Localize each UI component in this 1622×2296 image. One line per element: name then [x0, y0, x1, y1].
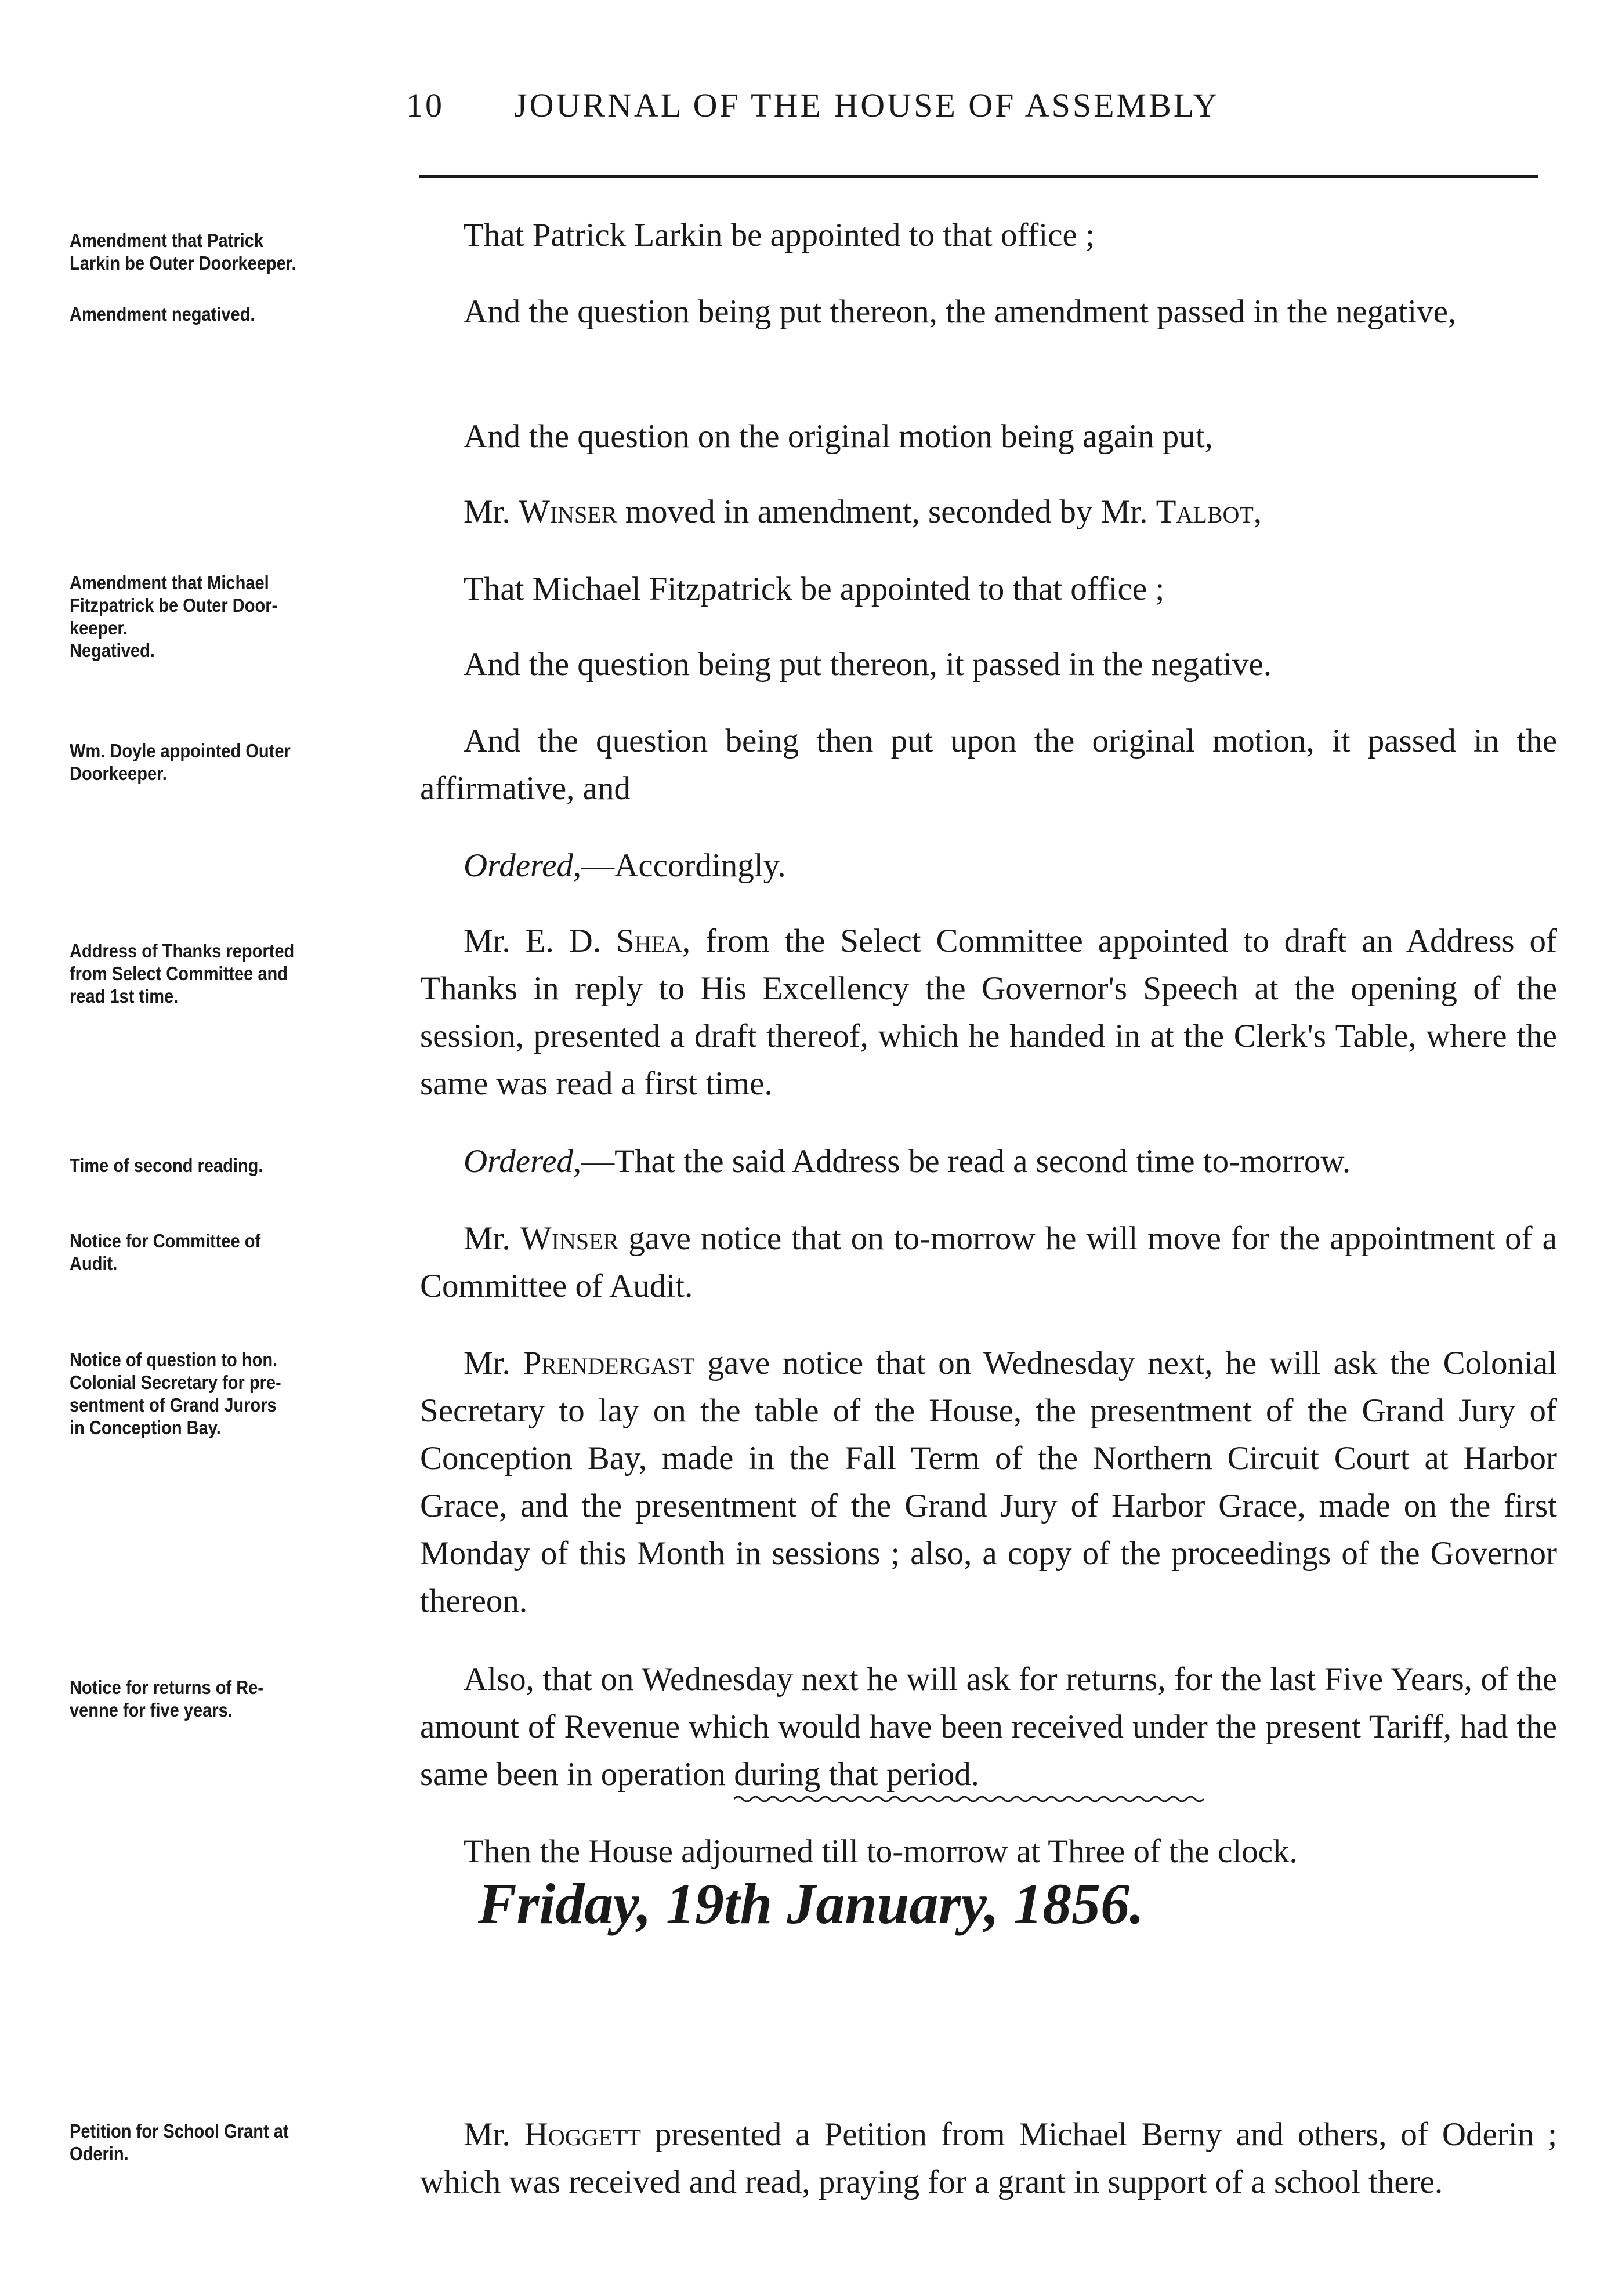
paragraph: Mr. Hoggett presented a Petition from Michael Berny and others, of Oderin ; which was received and read, praying for a grant in support of a school there. — [420, 2116, 1557, 2200]
paragraph: Ordered,—Accordingly. — [464, 847, 786, 884]
paragraph: Ordered,—That the said Address be read a second time to-morrow. — [464, 1143, 1351, 1180]
margin-note: Address of Thanks reported from Select Committee and read 1st time. — [70, 940, 295, 1007]
paragraph: Mr. Winser moved in amendment, seconded by Mr. Talbot, — [464, 494, 1262, 530]
paragraph: Mr. Prendergast gave notice that on Wednesday next, he will ask the Colonial Secretary to lay on the table of the House, the presentment of the Grand Jury of Conception Bay, made in the Fall Term of the Northern Circuit Court at Harbor Grace, and the presentment of the Grand Jury of Harbor Grace, made on the first Monday of this Month in sessions ; also, a copy of the proceedings of the Governor thereon. — [420, 1345, 1557, 1619]
margin-note: Notice for Committee of Audit. — [70, 1230, 261, 1274]
ordered-label: Ordered, — [464, 1143, 582, 1180]
header-rule — [419, 175, 1538, 178]
margin-note: Time of second reading. — [70, 1155, 263, 1176]
paragraph: And the question on the original motion being again put, — [464, 418, 1213, 455]
member-name: Hoggett — [524, 2116, 641, 2153]
wavy-separator — [734, 1792, 1204, 1806]
paragraph: Then the House adjourned till to-morrow at Three of the clock. — [464, 1833, 1298, 1870]
member-name: Winser — [519, 494, 617, 530]
page-number: 10 — [406, 86, 444, 124]
margin-note: Wm. Doyle appointed Outer Doorkeeper. — [70, 740, 291, 784]
paragraph: Also, that on Wednesday next he will ask for returns, for the last Five Years, of the amount of Revenue which would have been received under the present Tariff, had the same been in operation during that period. — [420, 1661, 1557, 1793]
paragraph: Mr. E. D. Shea, from the Select Committee appointed to draft an Address of Thanks in reply to His Excellency the Governor's Speech at the opening of the session, presented a draft thereof, which he handed in at the Clerk's Table, where the same was read a first time. — [420, 923, 1557, 1102]
date-heading: Friday, 19th January, 1856. — [477, 1871, 1145, 1936]
member-name: Shea — [616, 923, 682, 959]
member-name: Winser — [520, 1220, 619, 1257]
ordered-label: Ordered, — [464, 847, 582, 884]
running-header — [406, 86, 1219, 125]
journal-title: JOURNAL OF THE HOUSE OF ASSEMBLY — [514, 86, 1220, 124]
paragraph: And the question being put thereon, it passed in the negative. — [464, 646, 1272, 683]
paragraph: Mr. Winser gave notice that on to-morrow he will move for the appointment of a Committee of Audit. — [420, 1220, 1557, 1304]
margin-note: Notice for returns of Re- venne for five years. — [70, 1677, 264, 1721]
margin-note: Amendment negatived. — [70, 303, 255, 325]
margin-note: Amendment that Michael Fitzpatrick be Outer Door- keeper. Negatived. — [70, 572, 278, 661]
member-name: Talbot — [1156, 494, 1254, 530]
margin-note: Notice of question to hon. Colonial Secretary for pre- sentment of Grand Jurors in Conception Bay. — [70, 1349, 281, 1438]
margin-note: Petition for School Grant at Oderin. — [70, 2120, 289, 2164]
paragraph: And the question being put thereon, the amendment passed in the negative, — [464, 293, 1457, 330]
paragraph: That Patrick Larkin be appointed to that office ; — [464, 217, 1095, 253]
paragraph: That Michael Fitzpatrick be appointed to that office ; — [464, 571, 1165, 607]
margin-note: Amendment that Patrick Larkin be Outer Doorkeeper. — [70, 230, 296, 274]
paragraph: And the question being then put upon the original motion, it passed in the affirmative, and — [420, 723, 1557, 807]
member-name: Prendergast — [523, 1345, 695, 1381]
